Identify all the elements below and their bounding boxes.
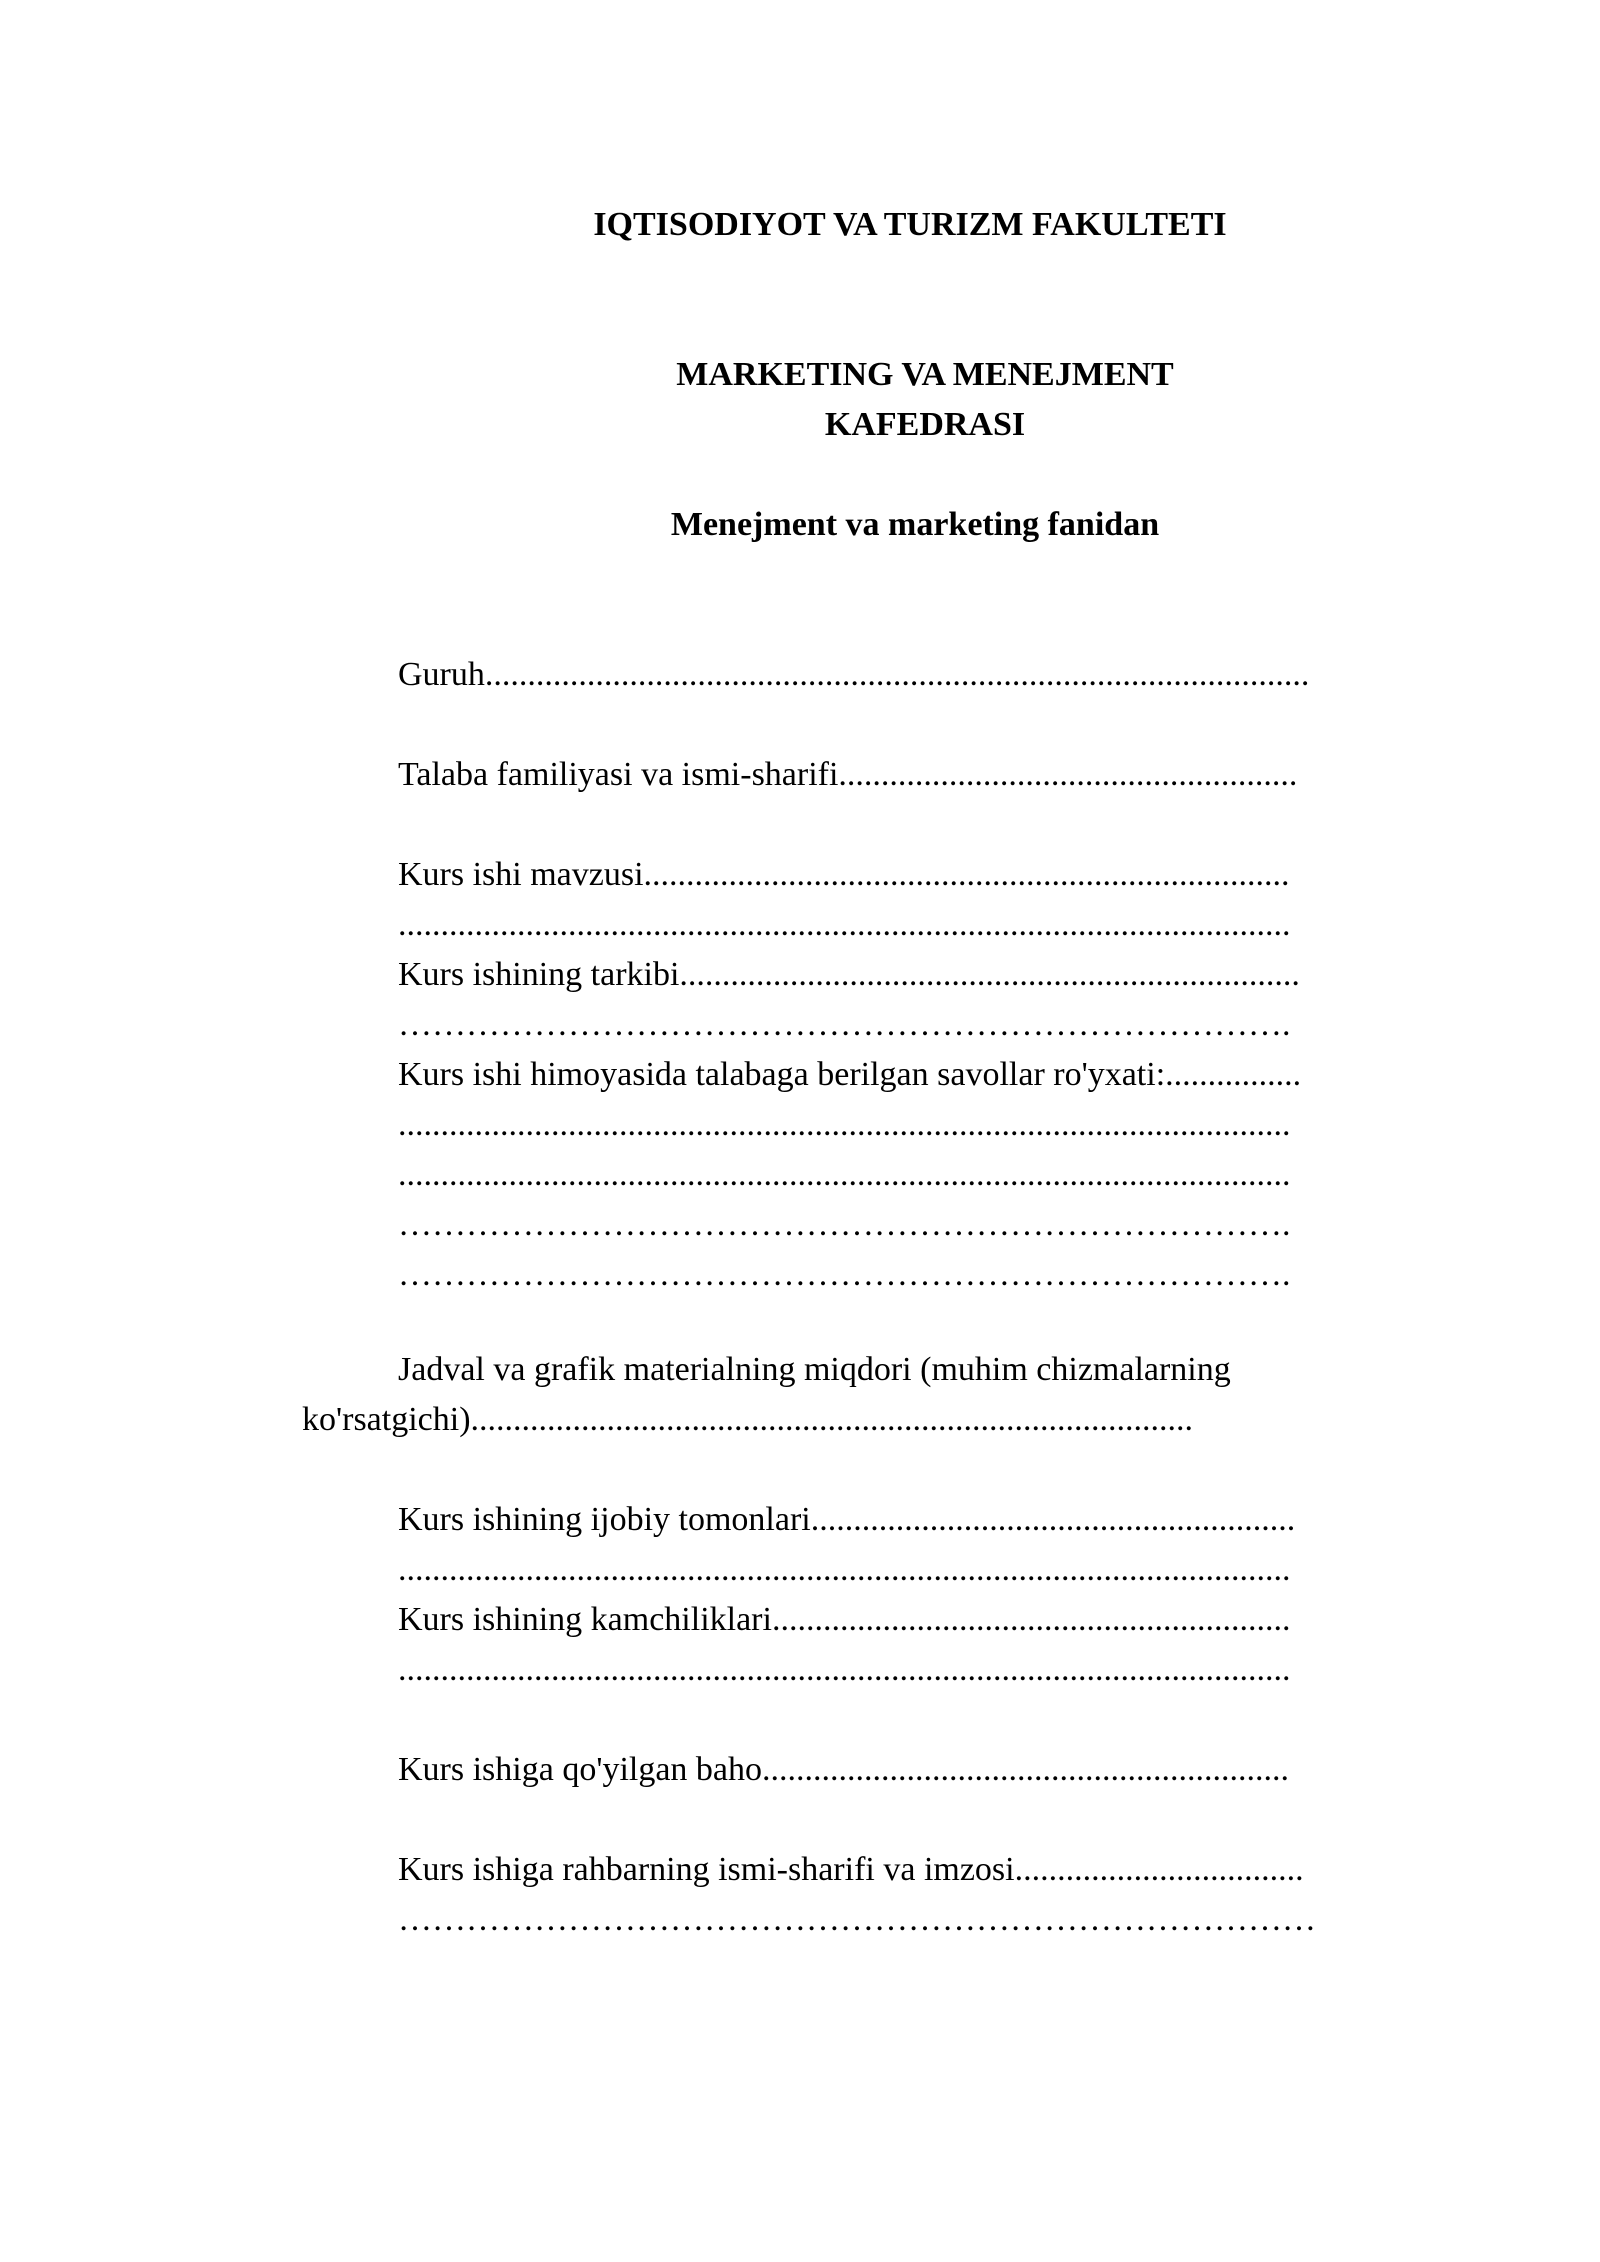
grade-field: Kurs ishiga qo'yilgan baho..............................................................: [398, 1751, 1290, 1788]
supervisor-field: Kurs ishiga rahbarning ismi-sharifi va imzosi..................................: [398, 1851, 1304, 1888]
questions-field: Kurs ishi himoyasida talabaga berilgan savollar ro'yxati:................: [398, 1056, 1302, 1093]
positives-continuation: .........................................................................................................: [398, 1551, 1291, 1588]
questions-continuation-4: …………………………………………………………………….: [398, 1256, 1291, 1293]
student-name-field: Talaba familiyasi va ismi-sharifi......................................................: [398, 756, 1298, 793]
department-heading-line2: KAFEDRASI: [824, 406, 1026, 443]
subject-heading: Menejment va marketing fanidan: [670, 506, 1160, 543]
content-field: Kurs ishining tarkibi.........................................................................: [398, 956, 1300, 993]
topic-continuation: .........................................................................................................: [398, 906, 1291, 943]
materials-field-line2: ko'rsatgichi).....................................................................................: [302, 1401, 1194, 1438]
department-heading-line1: MARKETING VA MENEJMENT: [676, 356, 1174, 393]
shortcomings-continuation: .........................................................................................................: [398, 1651, 1291, 1688]
questions-continuation-3: …………………………………………………………………….: [398, 1206, 1291, 1243]
faculty-heading: IQTISODIYOT VA TURIZM FAKULTETI: [593, 206, 1227, 243]
content-continuation: …………………………………………………………………….: [398, 1006, 1291, 1043]
questions-continuation-1: .........................................................................................................: [398, 1106, 1291, 1143]
topic-field: Kurs ishi mavzusi............................................................................: [398, 856, 1290, 893]
questions-continuation-2: .........................................................................................................: [398, 1156, 1291, 1193]
shortcomings-field: Kurs ishining kamchiliklari.............................................................: [398, 1601, 1291, 1638]
materials-field-line1: Jadval va grafik materialning miqdori (muhim chizmalarning: [398, 1351, 1231, 1388]
group-field: Guruh.................................................................................................: [398, 656, 1310, 693]
supervisor-continuation: ………………………………………………………………………: [398, 1901, 1316, 1938]
positives-field: Kurs ishining ijobiy tomonlari.........................................................: [398, 1501, 1296, 1538]
